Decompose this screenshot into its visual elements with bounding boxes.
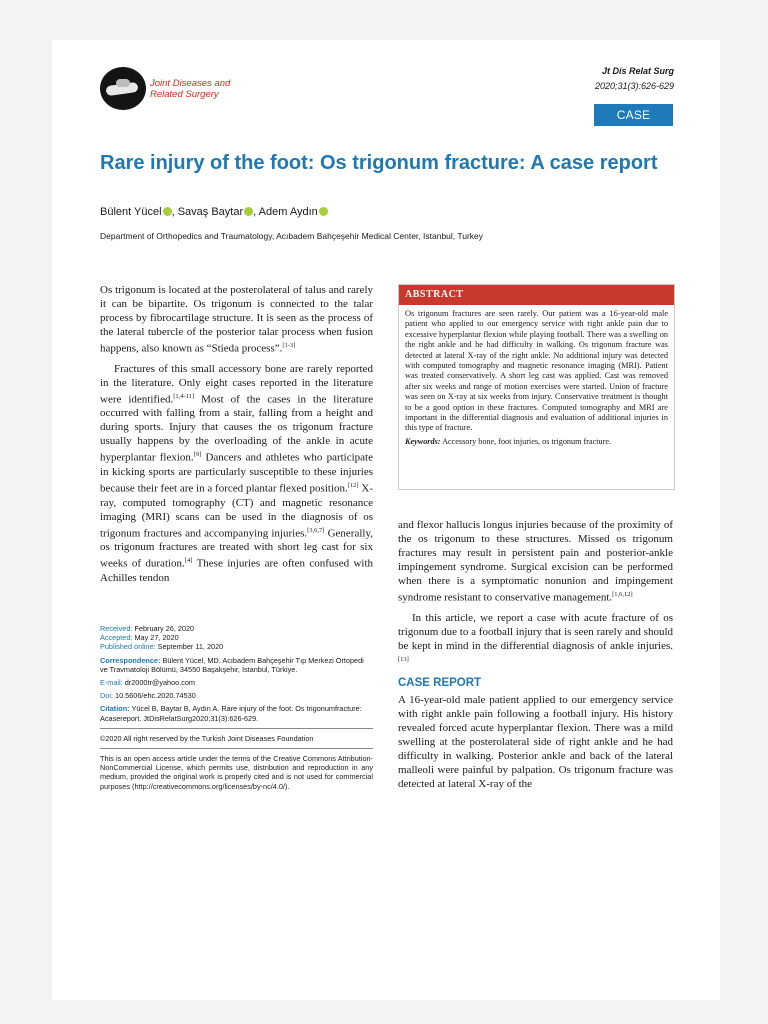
author-name: Savaş Baytar bbox=[177, 206, 244, 218]
journal-name-line1: Joint Diseases and bbox=[150, 78, 231, 89]
meta-value: May 27, 2020 bbox=[132, 633, 179, 643]
orcid-icon[interactable] bbox=[319, 207, 328, 216]
paragraph-text: Most of the cases in the literature occurred with falling from a stair, falling from a height and during sports. Injury that causes the os trigonum fracture usually happens by the overloading of the ankle in acute hyperplantar flexion. bbox=[100, 393, 374, 464]
license-text: This is an open access article under the terms of the Creative Commons Attribution-NonCommercial License, which permits use, distribution and reproduction in any medium, provided the original work is properly cited and is not used for commercial purposes (http://creativecommons.org/licenses/by-nc/4.0/). bbox=[100, 754, 373, 791]
meta-value: February 26, 2020 bbox=[132, 624, 195, 633]
author-separator: , bbox=[253, 206, 259, 218]
meta-value: September 11, 2020 bbox=[155, 642, 224, 652]
reference-marker: [1-3] bbox=[282, 342, 296, 349]
reference-marker: [3,6,7] bbox=[307, 526, 325, 534]
author-list bbox=[100, 206, 328, 218]
abstract-box bbox=[398, 284, 675, 490]
email bbox=[100, 678, 373, 687]
reference-marker: [1,6,12] bbox=[612, 591, 633, 598]
divider bbox=[100, 728, 373, 729]
keywords bbox=[399, 434, 674, 447]
journal-abbreviation: Jt Dis Relat Surg bbox=[601, 66, 674, 76]
meta-label: Accepted: bbox=[100, 633, 133, 643]
meta-label: Doi: bbox=[100, 691, 113, 701]
reference-marker: [13] bbox=[398, 655, 409, 663]
journal-name-line2: Related Surgery bbox=[150, 89, 219, 100]
journal-citation: 2020;31(3):626-629 bbox=[594, 81, 674, 91]
paragraph-text: These injuries are often confused with Achilles tendon bbox=[100, 557, 373, 584]
body-paragraph bbox=[398, 611, 673, 670]
author-name: Adem Aydın bbox=[258, 206, 318, 218]
citation bbox=[100, 704, 373, 722]
section-heading: CASE REPORT bbox=[398, 677, 482, 690]
email-link[interactable]: dr2000tr@yahoo.com bbox=[122, 678, 196, 688]
paragraph-text: Dancers and athletes who participate in kicking sports are particularly susceptible to these injuries because their feet are in a forced plantar flexed position. bbox=[100, 451, 373, 495]
left-column bbox=[100, 283, 373, 585]
reference-marker: [9] bbox=[193, 451, 202, 459]
body-paragraph bbox=[100, 362, 373, 585]
meta-label: E-mail: bbox=[100, 678, 123, 688]
paragraph-text: Generally, os trigonum fractures are treated with short leg cast for six weeks of duration. bbox=[100, 527, 374, 570]
body-paragraph bbox=[398, 518, 673, 605]
orcid-icon[interactable] bbox=[163, 207, 172, 216]
paragraph-text: X-ray, computed tomography (CT) and magnetic resonance imaging (MRI) scans can be used in the diagnosis of os trigonum fractures and accompanying injuries. bbox=[100, 482, 373, 540]
reference-marker: [4] bbox=[184, 557, 193, 565]
paragraph-text: and flexor hallucis longus injuries because of the proximity of the os trigonum to these structures. Missed os trigonum fractures may result in persistent pain and posterior-ankle impingement syndrome. Surgical excision can be performed when there is a symptomatic nonunion and impingement syndrome resistant to conservative management. bbox=[398, 519, 673, 604]
author-separator: , bbox=[171, 206, 178, 218]
author-name: Bülent Yücel bbox=[100, 206, 162, 218]
paragraph-text: Fractures of this small accessory bone are rarely reported in the literature. Only eight cases reported in the literature were identified. bbox=[100, 362, 373, 406]
paragraph-text: In this article, we report a case with acute fracture of os trigonum due to a football injury that is seen rarely and should be kept in mind in the differential diagnosis of ankle injuries. bbox=[398, 611, 673, 652]
copyright: ©2020 All right reserved by the Turkish Joint Diseases Foundation bbox=[100, 733, 314, 743]
author-affiliation: Department of Orthopedics and Traumatology, Acıbadem Bahçeşehir Medical Center, Istanbul, Turkey bbox=[100, 231, 484, 241]
case-paragraph: A 16-year-old male patient applied to our emergency service with right ankle pain following a football injury. His history revealed forced acute hyperplantar flexion. There was a mild swelling at the posterolateral side of right ankle and he had difficulty in walking. Posterior ankle and back of the lateral malleoli were painful by palpation. Os trigonum fracture was detected at lateral X-ray of the bbox=[398, 694, 673, 791]
meta-label: Received: bbox=[100, 624, 133, 633]
received-date bbox=[100, 624, 373, 652]
abstract-text: Os trigonum fractures are seen rarely. Our patient was a 16-year-old male patient who applied to our emergency service with right ankle pain due to excessive hyperplantar flexion while playing football. There was a swelling on the right ankle and he had difficulty in walking. Os trigonum fracture was detected at lateral X-ray of the right ankle. No additional injury was detected with computed tomography and magnetic resonance imaging (MRI). Patient was treated conservatively. A short leg cast was applied. Cast was removed after six weeks and range of motion exercises were started. Union of fracture was seen on X-ray at six weeks from injury. Conservative treatment is thought to be a good option in these fractures. Computed tomography and MRI are important in the differential diagnosis and evaluation of additional injuries in this type of fracture. bbox=[405, 309, 668, 433]
orcid-icon[interactable] bbox=[244, 207, 253, 216]
journal-name bbox=[150, 78, 270, 100]
intro-paragraph bbox=[100, 283, 373, 356]
keywords-label: Keywords: bbox=[405, 436, 441, 446]
reference-marker: [1,4-11] bbox=[173, 392, 195, 400]
meta-label: Published online: bbox=[100, 642, 156, 652]
correspondence bbox=[100, 656, 373, 674]
divider bbox=[100, 748, 373, 749]
paragraph-text: Os trigonum is located at the posterolateral of talus and rarely it can be bipartite. Os trigonum is connected to the talar process by fibrocartilage structure. It is seen as the process of the lateral tubercle of the posterior talar process when fusion happens, also known as “Stieda process”. bbox=[100, 284, 373, 355]
abstract-heading: ABSTRACT bbox=[399, 285, 674, 305]
meta-label: Correspondence: bbox=[100, 655, 161, 665]
article-title: Rare injury of the foot: Os trigonum fracture: A case report bbox=[100, 152, 658, 174]
doi bbox=[100, 691, 373, 700]
journal-logo bbox=[100, 67, 146, 110]
meta-label: Citation: bbox=[100, 704, 130, 714]
meta-value: Bülent Yücel, MD. Acıbadem Bahçeşehir Tıp Merkezi Ortopedi ve Travmatoloji Bölümü, 34550 Başakşehir, İstanbul, Türkiye. bbox=[100, 655, 364, 674]
right-column bbox=[398, 518, 673, 791]
doi-link[interactable]: 10.5606/ehc.2020.74530 bbox=[112, 691, 196, 701]
article-type-badge: CASE REPORT bbox=[594, 104, 673, 126]
meta-value: Yücel B, Baytar B, Aydın A. Rare injury of the foot: Os trigonumfracture: Acasereport. JtDisRelatSurg2020;31(3):626-629. bbox=[100, 704, 362, 723]
logo-bone-shape-small bbox=[116, 79, 130, 87]
reference-marker: [12] bbox=[347, 481, 359, 489]
article-metadata bbox=[100, 624, 373, 795]
keywords-text: Accessory bone, foot injuries, os trigonum fracture. bbox=[440, 436, 612, 446]
